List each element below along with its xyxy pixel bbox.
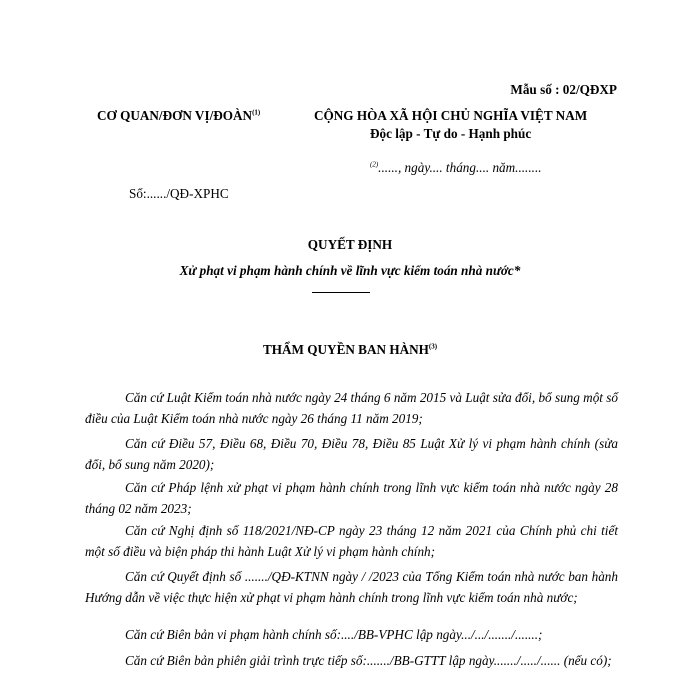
national-title: CỘNG HÒA XÃ HỘI CHỦ NGHĨA VIỆT NAM [314,108,588,123]
legal-basis-paragraph: Căn cứ Biên bản vi phạm hành chính số:..../BB-VPHC lập ngày.../.../......./.......; [125,627,543,642]
date-text: ......, ngày.... tháng.... năm........ [378,160,542,175]
date-line [370,160,542,176]
date-note: (2) [370,160,379,169]
agency-header [97,108,260,124]
decision-title: QUYẾT ĐỊNH [307,237,393,252]
form-code: Mẫu số : 02/QĐXP [510,82,617,97]
decision-subtitle: Xử phạt vi phạm hành chính về lĩnh vực kiểm toán nhà nước* [179,263,521,278]
document-number: Số:....../QĐ-XPHC [129,186,229,201]
agency-label: CƠ QUAN/ĐƠN VỊ/ĐOÀN [97,108,253,123]
agency-note: (1) [252,108,261,117]
authority-note: (3) [428,342,438,351]
legal-basis-paragraph: Căn cứ Nghị định số 118/2021/NĐ-CP ngày 23 tháng 12 năm 2021 của Chính phủ chi tiết một số điều và biện pháp thi hành Luật Xử lý vi phạm hành chính; [85,523,618,559]
national-motto: Độc lập - Tự do - Hạnh phúc [370,126,532,141]
authority-title: THẨM QUYỀN BAN HÀNH [262,342,429,357]
legal-basis-paragraph: Căn cứ Luật Kiểm toán nhà nước ngày 24 tháng 6 năm 2015 và Luật sửa đổi, bổ sung một số điều của Luật Kiểm toán nhà nước ngày 26 tháng 11 năm 2019; [85,390,618,426]
legal-basis-paragraph: Căn cứ Điều 57, Điều 68, Điều 70, Điều 78, Điều 85 Luật Xử lý vi phạm hành chính (sửa đổi, bổ sung năm 2020); [85,436,618,472]
authority-header [0,342,700,358]
legal-basis-paragraph: Căn cứ Quyết định số ......./QĐ-KTNN ngày / /2023 của Tổng Kiểm toán nhà nước ban hành Hướng dẫn về việc thực hiện xử phạt vi phạm hành chính trong lĩnh vực kiểm toán nhà nước; [85,569,618,605]
legal-basis-paragraph: Căn cứ Pháp lệnh xử phạt vi phạm hành chính trong lĩnh vực kiểm toán nhà nước ngày 28 tháng 02 năm 2023; [85,480,618,516]
title-underline [312,292,370,293]
legal-basis-paragraph: Căn cứ Biên bản phiên giải trình trực tiếp số:......./BB-GTTT lập ngày......./...../...... (nếu có); [125,653,612,668]
